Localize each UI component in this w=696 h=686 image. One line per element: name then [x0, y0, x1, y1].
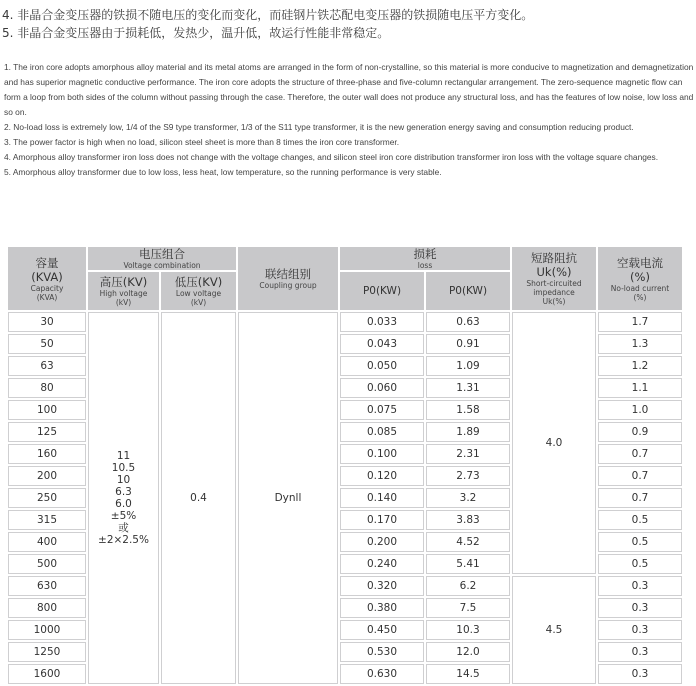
impedance-group-2: 4.5 [512, 576, 596, 684]
capacity-cell: 200 [8, 466, 86, 486]
noload-cell: 1.3 [598, 334, 682, 354]
capacity-cell: 1600 [8, 664, 86, 684]
hv-value: ±5% [110, 510, 137, 522]
header-p0-b: P0(KW) [426, 272, 510, 310]
hv-value: 6.0 [115, 498, 132, 510]
intro-en-point-1: 1. The iron core adopts amorphous alloy material and its metal atoms are arranged in the form of non-crystalline, so this material is more conducive to magnetization and demagnetization and has superior magnetic conductive performance. The iron core adopts the structure of three-phase and five-column rectangular arrangement. The zero-sequence magnetic flow can form a loop from both sides of the column without passing through the case. Therefore, the outer wall does not produce any structural loss, and has the features of low noise, low loss and so on. [4, 62, 694, 117]
capacity-cell: 80 [8, 378, 86, 398]
capacity-cell: 500 [8, 554, 86, 574]
noload-cell: 1.7 [598, 312, 682, 332]
noload-cell: 0.3 [598, 576, 682, 596]
capacity-cell: 400 [8, 532, 86, 552]
noload-cell: 1.2 [598, 356, 682, 376]
p0-cell: 0.085 [340, 422, 424, 442]
noload-cell: 0.5 [598, 532, 682, 552]
pk-cell: 14.5 [426, 664, 510, 684]
noload-cell: 0.5 [598, 554, 682, 574]
noload-cell: 0.7 [598, 488, 682, 508]
p0-cell: 0.140 [340, 488, 424, 508]
header-capacity: 容量 (KVA) Capacity (KVA) [8, 247, 86, 310]
pk-cell: 1.58 [426, 400, 510, 420]
p0-cell: 0.320 [340, 576, 424, 596]
hv-value: 或 [118, 522, 129, 534]
pk-cell: 4.52 [426, 532, 510, 552]
intro-en-paragraphs [4, 60, 694, 180]
header-loss: 损耗 loss [340, 247, 510, 270]
intro-cn-line-5: 5. 非晶合金变压器由于损耗低，发热少，温升低，故运行性能非常稳定。 [2, 26, 390, 40]
p0-cell: 0.630 [340, 664, 424, 684]
capacity-cell: 50 [8, 334, 86, 354]
spec-table-body [8, 312, 682, 684]
noload-cell: 0.5 [598, 510, 682, 530]
pk-cell: 5.41 [426, 554, 510, 574]
noload-cell: 1.1 [598, 378, 682, 398]
pk-cell: 1.89 [426, 422, 510, 442]
capacity-cell: 250 [8, 488, 86, 508]
noload-cell: 1.0 [598, 400, 682, 420]
impedance-group-1: 4.0 [512, 312, 596, 574]
p0-cell: 0.450 [340, 620, 424, 640]
noload-cell: 0.9 [598, 422, 682, 442]
noload-cell: 0.7 [598, 444, 682, 464]
noload-cell: 0.3 [598, 642, 682, 662]
lv-value-cell: 0.4 [161, 312, 236, 684]
header-noload-current: 空载电流 (%) No-load current (%) [598, 247, 682, 310]
capacity-cell: 100 [8, 400, 86, 420]
p0-cell: 0.050 [340, 356, 424, 376]
capacity-cell: 30 [8, 312, 86, 332]
intro-cn-line-4: 4. 非晶合金变压器的铁损不随电压的变化而变化，而硅钢片铁芯配电变压器的铁损随电压平方变化。 [2, 8, 534, 22]
header-high-voltage: 高压(KV) High voltage (kV) [88, 272, 159, 310]
hv-value: 6.3 [115, 486, 132, 498]
noload-cell: 0.7 [598, 466, 682, 486]
capacity-cell: 800 [8, 598, 86, 618]
capacity-cell: 63 [8, 356, 86, 376]
capacity-cell: 315 [8, 510, 86, 530]
intro-en-point-2: 2. No-load loss is extremely low, 1/4 of the S9 type transformer, 1/3 of the S11 type transformer, it is the new generation energy saving and consumption reducing product. [4, 122, 634, 132]
hv-value: 10 [116, 474, 131, 486]
noload-cell: 0.3 [598, 598, 682, 618]
header-impedance: 短路阻抗 Uk(%) Short-circuited impedance Uk(%) [512, 247, 596, 310]
header-voltage: 电压组合 Voltage combination [88, 247, 236, 270]
pk-cell: 0.63 [426, 312, 510, 332]
pk-cell: 2.31 [426, 444, 510, 464]
capacity-cell: 1250 [8, 642, 86, 662]
intro-en-point-3: 3. The power factor is high when no load, silicon steel sheet is more than 8 times the iron core transformer. [4, 137, 400, 147]
noload-cell: 0.3 [598, 664, 682, 684]
capacity-cell: 1000 [8, 620, 86, 640]
p0-cell: 0.530 [340, 642, 424, 662]
noload-cell: 0.3 [598, 620, 682, 640]
pk-cell: 2.73 [426, 466, 510, 486]
pk-cell: 6.2 [426, 576, 510, 596]
pk-cell: 1.31 [426, 378, 510, 398]
p0-cell: 0.120 [340, 466, 424, 486]
intro-en-point-4: 4. Amorphous alloy transformer iron loss does not change with the voltage changes, and silicon steel iron core distribution transformer iron loss with the voltage square changes. [4, 152, 659, 162]
p0-cell: 0.075 [340, 400, 424, 420]
intro-en-point-5: 5. Amorphous alloy transformer due to low loss, less heat, low temperature, so the running performance is very stable. [4, 167, 442, 177]
capacity-cell: 630 [8, 576, 86, 596]
pk-cell: 3.83 [426, 510, 510, 530]
hv-value: 10.5 [111, 462, 136, 474]
coupling-value-cell: Dynll [238, 312, 338, 684]
p0-cell: 0.100 [340, 444, 424, 464]
header-low-voltage: 低压(KV) Low voltage (kV) [161, 272, 236, 310]
pk-cell: 0.91 [426, 334, 510, 354]
header-p0-a: P0(KW) [340, 272, 424, 310]
p0-cell: 0.060 [340, 378, 424, 398]
p0-cell: 0.033 [340, 312, 424, 332]
p0-cell: 0.240 [340, 554, 424, 574]
capacity-cell: 160 [8, 444, 86, 464]
hv-values-cell [88, 312, 159, 684]
pk-cell: 3.2 [426, 488, 510, 508]
header-coupling: 联结组别 Coupling group [238, 247, 338, 310]
pk-cell: 7.5 [426, 598, 510, 618]
pk-cell: 12.0 [426, 642, 510, 662]
hv-value: ±2×2.5% [98, 534, 149, 546]
p0-cell: 0.200 [340, 532, 424, 552]
p0-cell: 0.043 [340, 334, 424, 354]
spec-table [6, 245, 684, 686]
hv-value: 11 [116, 450, 131, 462]
table-row [8, 312, 682, 332]
p0-cell: 0.170 [340, 510, 424, 530]
capacity-cell: 125 [8, 422, 86, 442]
p0-cell: 0.380 [340, 598, 424, 618]
pk-cell: 10.3 [426, 620, 510, 640]
pk-cell: 1.09 [426, 356, 510, 376]
